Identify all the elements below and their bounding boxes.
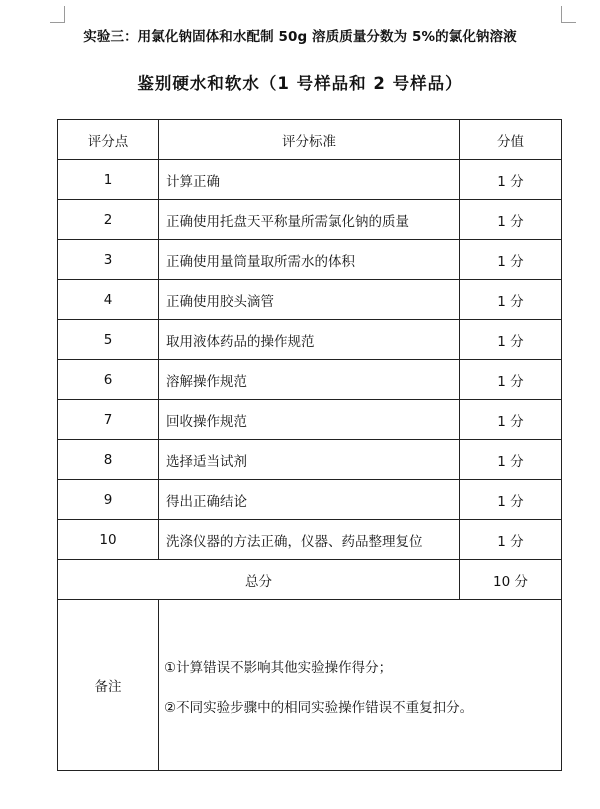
row-number: 3: [58, 240, 159, 280]
table-row: [58, 520, 562, 560]
row-criterion: 正确使用胶头滴管: [159, 280, 460, 320]
page-corner-mark-top-left: [50, 6, 65, 23]
row-number: 6: [58, 360, 159, 400]
table-row: [58, 480, 562, 520]
table-row: [58, 280, 562, 320]
row-number: 1: [58, 160, 159, 200]
table-header-row: [58, 120, 562, 160]
table-row: [58, 160, 562, 200]
row-score: 1 分: [460, 400, 562, 440]
table-row: [58, 240, 562, 280]
page-corner-mark-top-right: [561, 6, 576, 23]
total-label: 总分: [58, 560, 460, 600]
total-row: [58, 560, 562, 600]
table-row: [58, 400, 562, 440]
table-row: [58, 440, 562, 480]
header-scoring-point: 评分点: [58, 120, 159, 160]
remark-content: [159, 600, 562, 771]
remark-note-2: ②不同实验步骤中的相同实验操作错误不重复扣分。: [164, 700, 474, 716]
header-scoring-criteria: 评分标准: [159, 120, 460, 160]
total-value: 10 分: [460, 560, 562, 600]
table-row: [58, 360, 562, 400]
row-criterion: 溶解操作规范: [159, 360, 460, 400]
scoring-table: [57, 119, 562, 771]
row-score: 1 分: [460, 440, 562, 480]
row-number: 5: [58, 320, 159, 360]
row-criterion: 正确使用托盘天平称量所需氯化钠的质量: [159, 200, 460, 240]
row-criterion: 正确使用量筒量取所需水的体积: [159, 240, 460, 280]
row-score: 1 分: [460, 480, 562, 520]
row-criterion: 计算正确: [159, 160, 460, 200]
row-score: 1 分: [460, 160, 562, 200]
remark-row: [58, 600, 562, 771]
row-number: 7: [58, 400, 159, 440]
remark-note-1: ①计算错误不影响其他实验操作得分；: [164, 660, 393, 676]
table-row: [58, 320, 562, 360]
experiment-title: 实验三：用氯化钠固体和水配制 50g 溶质质量分数为 5%的氯化钠溶液: [83, 29, 517, 45]
header-score-value: 分值: [460, 120, 562, 160]
row-criterion: 洗涤仪器的方法正确，仪器、药品整理复位: [159, 520, 460, 560]
row-criterion: 取用液体药品的操作规范: [159, 320, 460, 360]
row-score: 1 分: [460, 200, 562, 240]
row-criterion: 选择适当试剂: [159, 440, 460, 480]
table-row: [58, 200, 562, 240]
row-criterion: 得出正确结论: [159, 480, 460, 520]
row-number: 4: [58, 280, 159, 320]
row-number: 2: [58, 200, 159, 240]
row-number: 8: [58, 440, 159, 480]
row-criterion: 回收操作规范: [159, 400, 460, 440]
row-number: 10: [58, 520, 159, 560]
remark-label: 备注: [58, 600, 159, 771]
experiment-subtitle: 鉴别硬水和软水（1 号样品和 2 号样品）: [137, 74, 463, 93]
row-score: 1 分: [460, 240, 562, 280]
row-score: 1 分: [460, 320, 562, 360]
row-score: 1 分: [460, 360, 562, 400]
row-score: 1 分: [460, 280, 562, 320]
row-number: 9: [58, 480, 159, 520]
row-score: 1 分: [460, 520, 562, 560]
